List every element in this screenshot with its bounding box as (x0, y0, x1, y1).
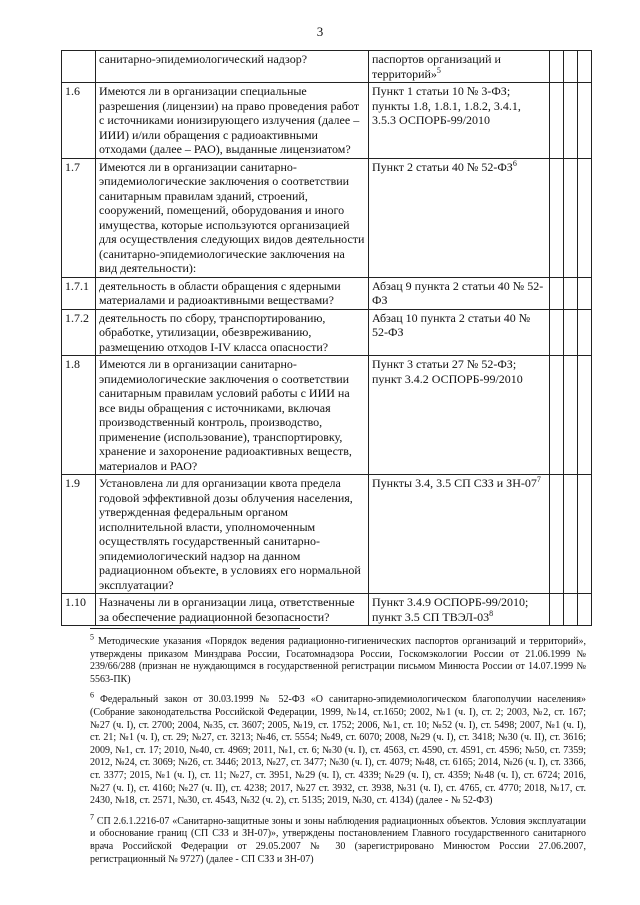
footnote (90, 812, 586, 866)
reference-text: Пункт 3.4.9 ОСПОРБ-99/2010; пункт 3.5 СП ТВЭЛ-03 (372, 595, 529, 624)
table-row (62, 309, 592, 356)
footnote-ref: 6 (512, 158, 517, 168)
footnote-ref: 5 (436, 65, 441, 75)
answer-no-cell (564, 594, 578, 626)
answer-na-cell (578, 51, 592, 83)
answer-na-cell (578, 356, 592, 475)
reference-text: Абзац 10 пункта 2 статьи 40 № 52-ФЗ (372, 310, 531, 339)
footnotes (90, 632, 587, 874)
question-text: деятельность в области обращения с ядерными материалами и радиоактивными веществами? (96, 277, 369, 309)
reference-cell (369, 83, 550, 159)
question-text: Установлена ли для организации квота предела годовой эффективной дозы облучения населения, утвержденная федеральным органом исполнительной власти, уполномоченным осуществлять государственный санитарно-эпидемиологический надзор на данном радиационном объекте, в условиях его нормальной эксплуатации? (96, 475, 369, 594)
table-row (62, 475, 592, 594)
answer-yes-cell (550, 277, 564, 309)
footnote-text: СП 2.6.1.2216-07 «Санитарно-защитные зоны и зоны наблюдения радиационных объектов. Условия эксплуатации и обоснование границ (СП СЗЗ и ЗН-07)», утверждены постановлением Главного государственного санитарного врача Российской Федерации от 29.05.2007 № 30 (зарегистрировано Минюстом России 27.06.2007, регистрационный № 9727) (далее - СП СЗЗ и ЗН-07) (90, 815, 586, 865)
answer-yes-cell (550, 594, 564, 626)
row-number: 1.7 (62, 158, 96, 277)
footnote (90, 632, 586, 686)
row-number: 1.10 (62, 594, 96, 626)
page-number: 3 (316, 24, 324, 39)
answer-no-cell (564, 158, 578, 277)
reference-cell (369, 309, 550, 356)
reference-cell (369, 475, 550, 594)
table-row (62, 277, 592, 309)
reference-cell (369, 158, 550, 277)
answer-yes-cell (550, 158, 564, 277)
footnote-divider (90, 628, 300, 629)
row-number: 1.6 (62, 83, 96, 159)
answer-na-cell (578, 158, 592, 277)
reference-text: Абзац 9 пункта 2 статьи 40 № 52-ФЗ (372, 278, 544, 307)
table-row (62, 158, 592, 277)
row-number: 1.7.1 (62, 277, 96, 309)
answer-na-cell (578, 475, 592, 594)
reference-cell (369, 594, 550, 626)
table-row (62, 51, 592, 83)
answer-no-cell (564, 356, 578, 475)
answer-yes-cell (550, 83, 564, 159)
footnote (90, 691, 587, 807)
reference-text: Пункт 3 статьи 27 № 52-ФЗ; пункт 3.4.2 ОСПОРБ-99/2010 (372, 357, 523, 386)
answer-na-cell (578, 309, 592, 356)
answer-yes-cell (550, 309, 564, 356)
row-number: 1.7.2 (62, 309, 96, 356)
footnote-text: Федеральный закон от 30.03.1999 № 52-ФЗ «О санитарно-эпидемиологическом благополучии населения» (Собрание законодательства Российской Федерации, 1999, №14, ст.1650; 2002, №1 (ч. I), ст. 2; 2003, №2, ст. 167; №27 (ч. I), ст. 2700; 2004, №35, ст. 3607; 2005, №19, ст. 1752; 2006, №1, ст. 10; №52 (ч. I), ст. 5498; 2007, №1 (ч. I), ст. 21; №1 (ч. I), ст. 29; №27, ст. 3213; №46, ст. 5554; №49, ст. 6070; 2008, №29 (ч. I), ст. 3418; №30 (ч. II), ст. 3616; 2009, №1, ст. 17; 2010, №40, ст. 4969; 2011, №1, ст. 6; №30 (ч. I), ст. 4563, ст. 4590, ст. 4591, ст. 4596; №50, ст. 7359; 2012, №24, ст. 3069; №26, ст. 3446; 2013, №27, ст. 3477; №30 (ч. I), ст. 4079; №48, ст. 6165; 2014, №26 (ч. I), ст. 3366, ст. 3377; 2015, №1 (ч. I), ст. 11; №27, ст. 3951, №29 (ч. I), ст. 4339; №29 (ч. I), ст. 4359; №48 (ч. I), ст. 6724; 2016, №27 (ч. I), ст. 4160; №27 (ч. II), ст. 4238; 2017, №27 ст. 3932, ст. 3938, №31 (ч. I), ст. 4765, ст. 4770; 2018, №17, ст. 2430, №18, ст. 2571, №30, ст. 4543, №32 (ч. 2), ст. 5135; 2019, №30, ст. 4134) (далее - № 52-ФЗ) (90, 694, 587, 807)
checklist-body (62, 51, 592, 626)
footnote-mark: 6 (90, 691, 94, 701)
reference-text: Пункты 3.4, 3.5 СП СЗЗ и ЗН-07 (372, 476, 537, 490)
question-text: Имеются ли в организации санитарно-эпидемиологические заключения о соответствии санитарным правилам условий работы с ИИИ на все виды обращения с источниками, включая производственный контроль, производство, применение (использование), транспортировку, хранение и захоронение радиоактивных веществ, материалов и РАО? (96, 356, 369, 475)
answer-na-cell (578, 83, 592, 159)
answer-no-cell (564, 83, 578, 159)
answer-no-cell (564, 309, 578, 356)
reference-text: паспортов организаций и территорий» (372, 52, 501, 81)
checklist-table (61, 50, 592, 626)
reference-cell (369, 277, 550, 309)
reference-text: Пункт 1 статьи 10 № 3-ФЗ; пункты 1.8, 1.8.1, 1.8.2, 3.4.1, 3.5.3 ОСПОРБ-99/2010 (372, 84, 521, 127)
answer-yes-cell (550, 356, 564, 475)
question-text: деятельность по сбору, транспортированию, обработке, утилизации, обезвреживанию, размещению отходов I-IV класса опасности? (96, 309, 369, 356)
answer-no-cell (564, 277, 578, 309)
footnote-ref: 8 (489, 608, 494, 618)
footnote-mark: 5 (90, 632, 94, 642)
answer-no-cell (564, 51, 578, 83)
question-text: Имеются ли в организации санитарно-эпидемиологические заключения о соответствии санитарным правилам зданий, строений, сооружений, помещений, оборудования и иного имущества, которые используются организацией для осуществления следующих видов деятельности (санитарно-эпидемиологические заключения на вид деятельности): (96, 158, 369, 277)
question-text: санитарно-эпидемиологический надзор? (96, 51, 369, 83)
footnote-mark: 7 (90, 812, 94, 822)
question-text: Назначены ли в организации лица, ответственные за обеспечение радиационной безопасности? (96, 594, 369, 626)
reference-text: Пункт 2 статьи 40 № 52-ФЗ (372, 159, 513, 174)
reference-cell (369, 356, 550, 475)
answer-na-cell (578, 594, 592, 626)
answer-no-cell (564, 475, 578, 594)
footnote-ref: 7 (536, 475, 541, 484)
footnote-text: Методические указания «Порядок ведения радиационно-гигиенических паспортов организаций и территорий», утверждены приказом Минздрава России, Госатомнадзора России, Госкомэкологии России от 21.06.1999 № 239/66/288 (признан не нуждающимся в государственной регистрации письмом Минюста России от 14.07.1999 № 5563-ПК) (90, 636, 586, 685)
row-number: 1.9 (62, 475, 96, 594)
reference-cell (369, 51, 550, 83)
answer-yes-cell (550, 475, 564, 594)
question-text: Имеются ли в организации специальные разрешения (лицензии) на право проведения работ с источниками ионизирующего излучения (далее – ИИИ) и/или обращения с радиоактивными отходами (далее – РАО), выданные лицензиатом? (96, 83, 369, 159)
row-number: 1.8 (62, 356, 96, 475)
answer-yes-cell (550, 51, 564, 83)
row-number (62, 51, 96, 83)
table-row (62, 356, 592, 475)
answer-na-cell (578, 277, 592, 309)
table-row (62, 83, 592, 159)
table-row (62, 594, 592, 626)
